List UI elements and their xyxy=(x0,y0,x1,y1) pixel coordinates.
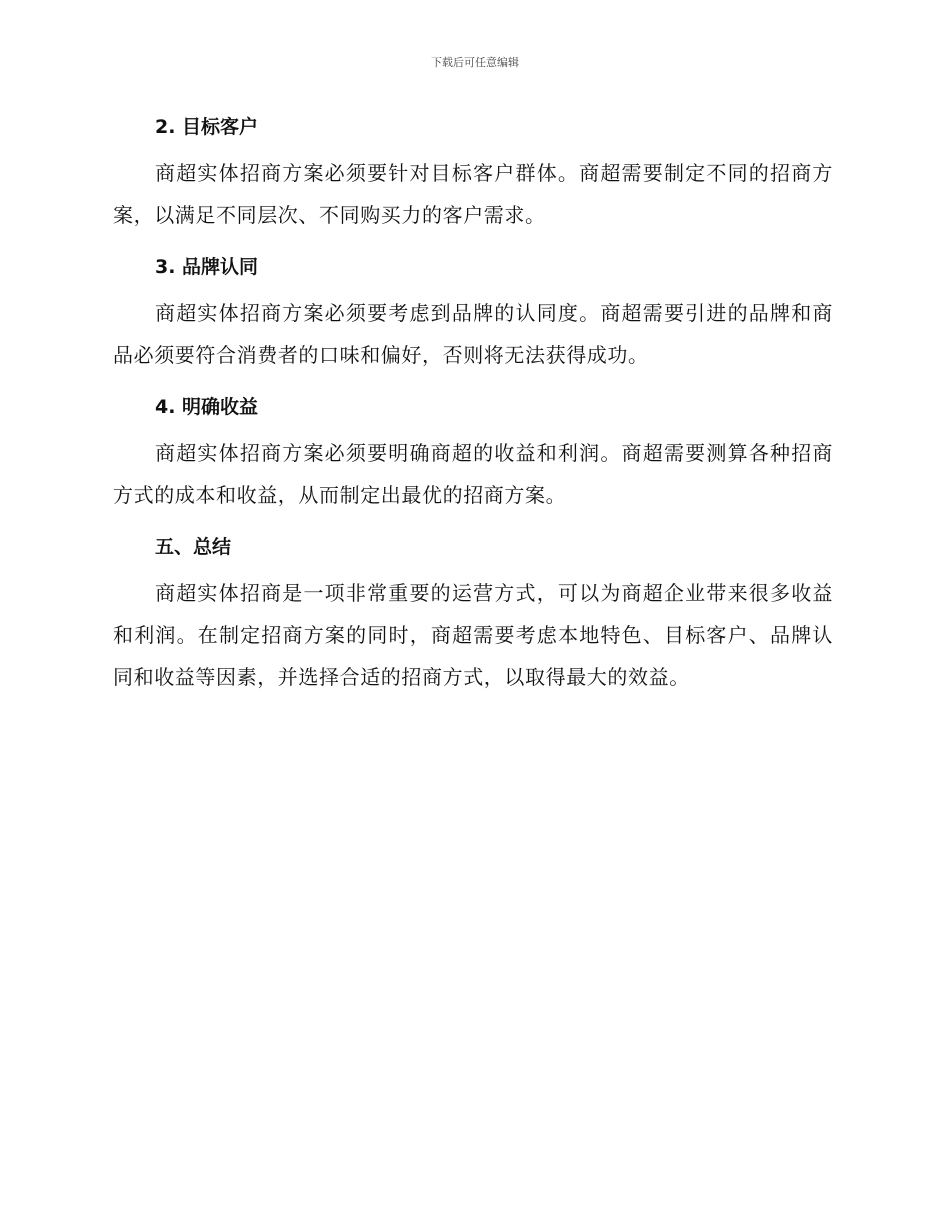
section-clear-profit xyxy=(113,390,833,516)
page-header: 下载后可任意编辑 xyxy=(431,56,519,69)
section-summary xyxy=(113,530,833,698)
section-paragraph: 商超实体招商方案必须要明确商超的收益和利润。商超需要测算各种招商方式的成本和收益，从而制定出最优的招商方案。 xyxy=(113,441,833,507)
section-target-customers xyxy=(113,110,833,236)
section-paragraph: 商超实体招商方案必须要考虑到品牌的认同度。商超需要引进的品牌和商品必须要符合消费者的口味和偏好，否则将无法获得成功。 xyxy=(113,301,833,367)
section-heading: 五、总结 xyxy=(155,536,232,558)
section-heading: 3. 品牌认同 xyxy=(155,256,259,278)
section-heading: 2. 目标客户 xyxy=(155,116,259,138)
section-brand-recognition xyxy=(113,250,833,376)
document-body xyxy=(113,110,833,712)
section-paragraph: 商超实体招商方案必须要针对目标客户群体。商超需要制定不同的招商方案，以满足不同层次、不同购买力的客户需求。 xyxy=(113,161,833,227)
section-heading: 4. 明确收益 xyxy=(155,396,259,418)
section-paragraph: 商超实体招商是一项非常重要的运营方式，可以为商超企业带来很多收益和利润。在制定招商方案的同时，商超需要考虑本地特色、目标客户、品牌认同和收益等因素，并选择合适的招商方式，以取得最大的效益。 xyxy=(113,581,833,689)
